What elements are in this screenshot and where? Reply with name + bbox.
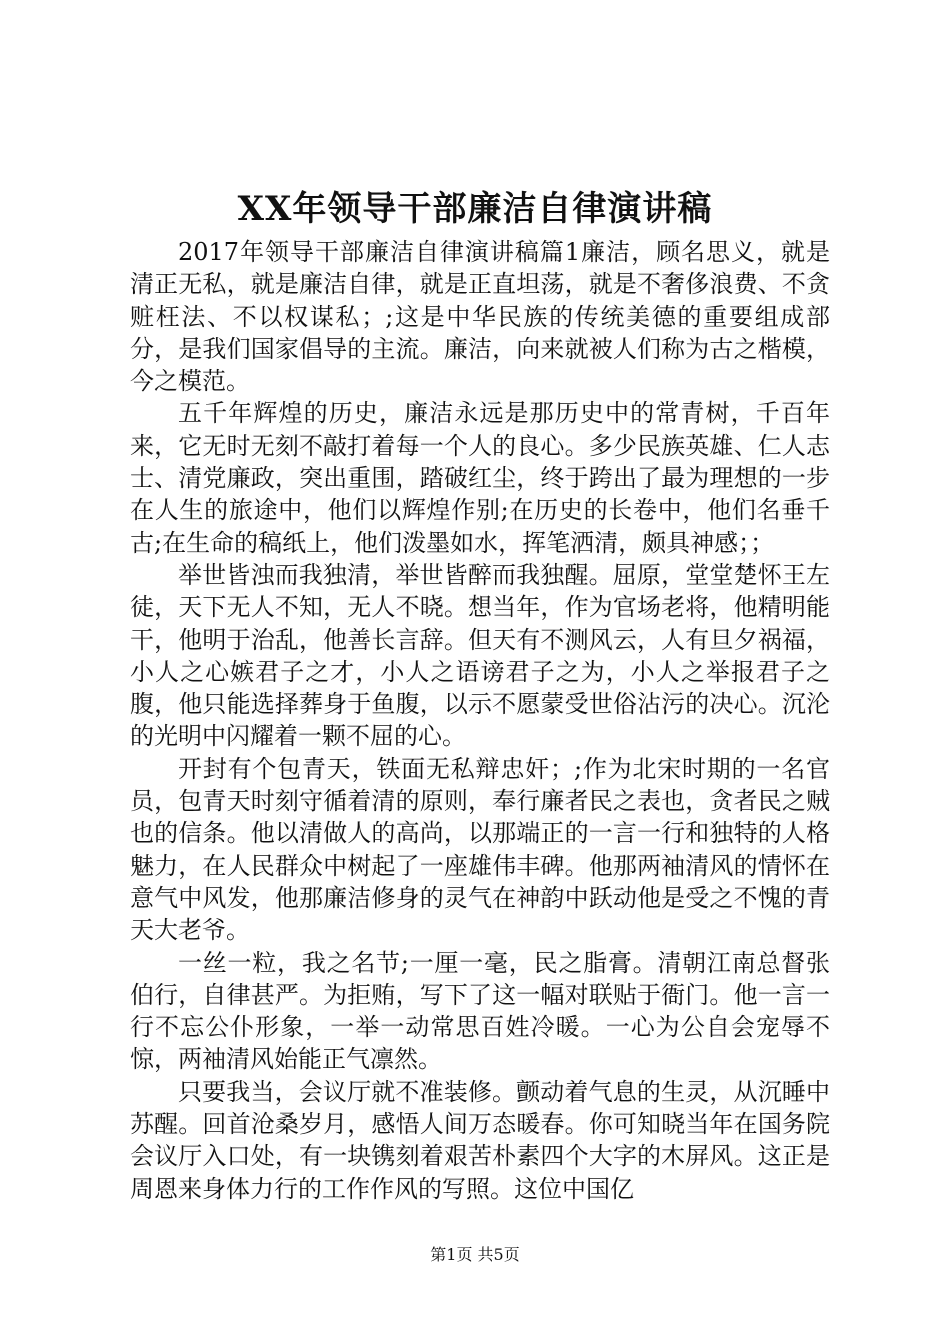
document-title: XX年领导干部廉洁自律演讲稿 xyxy=(237,189,713,229)
paragraph-2: 五千年辉煌的历史，廉洁永远是那历史中的常青树，千百年来，它无时无刻不敲打着每一个人的良心。多少民族英雄、仁人志士、清党廉政，突出重围，踏破红尘，终于跨出了最为理想的一步在人生的旅途中，他们以辉煌作别;在历史的长卷中，他们名垂千古;在生命的稿纸上，他们泼墨如水，挥笔洒清，颇具神感；； xyxy=(130,399,830,557)
document-body xyxy=(130,236,830,1205)
paragraph-3: 举世皆浊而我独清，举世皆醉而我独醒。屈原，堂堂楚怀王左徒，天下无人不知，无人不晓。想当年，作为官场老将，他精明能干，他明于治乱，他善长言辞。但天有不测风云，人有旦夕祸福，小人之心嫉君子之才，小人之语谤君子之为，小人之举报君子之腹，他只能选择葬身于鱼腹，以示不愿蒙受世俗沾污的决心。沉沦的光明中闪耀着一颗不屈的心。 xyxy=(130,560,830,751)
paragraph-6: 只要我当，会议厅就不准装修。颤动着气息的生灵，从沉睡中苏醒。回首沧桑岁月，感悟人间万态暖春。你可知晓当年在国务院会议厅入口处，有一块镌刻着艰苦朴素四个大字的木屏风。这正是周恩来身体力行的工作作风的写照。这位中国亿 xyxy=(130,1077,830,1203)
page-number-footer: 第1页 共5页 xyxy=(430,1245,520,1264)
paragraph-4: 开封有个包青天，铁面无私辩忠奸；;作为北宋时期的一名官员，包青天时刻守循着清的原则，奉行廉者民之表也，贪者民之贼也的信条。他以清做人的高尚，以那端正的一言一行和独特的人格魅力，在人民群众中树起了一座雄伟丰碑。他那两袖清风的情怀在意气中风发，他那廉洁修身的灵气在神韵中跃动他是受之不愧的青天大老爷。 xyxy=(130,754,830,945)
paragraph-1: 2017年领导干部廉洁自律演讲稿篇1廉洁，顾名思义，就是清正无私，就是廉洁自律，就是正直坦荡，就是不奢侈浪费、不贪赃枉法、不以权谋私；;这是中华民族的传统美德的重要组成部分，是我们国家倡导的主流。廉洁，向来就被人们称为古之楷模，今之模范。 xyxy=(130,238,830,396)
paragraph-5: 一丝一粒，我之名节;一厘一毫，民之脂膏。清朝江南总督张伯行，自律甚严。为拒贿，写下了这一幅对联贴于衙门。他一言一行不忘公仆形象，一举一动常思百姓冷暖。一心为公自会宠辱不惊，两袖清风始能正气凛然。 xyxy=(130,948,830,1074)
